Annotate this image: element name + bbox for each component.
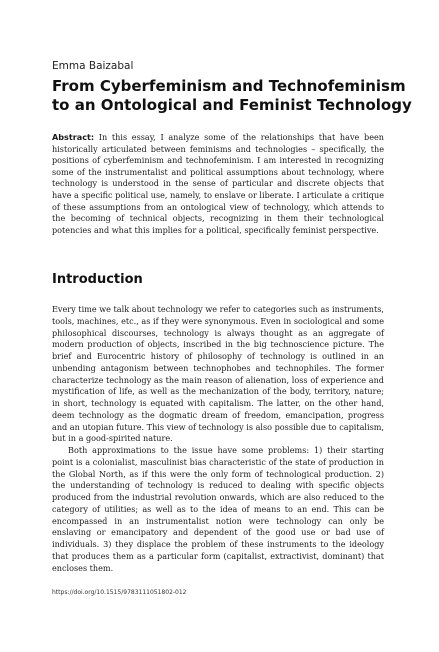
author-name: Emma Baizabal [52,60,134,72]
paragraph: Both approximations to the issue have some problems: 1) their starting point is a colonialist, masculinist bias characteristic of the state of production in the Global North, as if this were the only form of technological production. 2) the understanding of technology is reduced to dealing with specific objects produced from the industrial revolution onwards, which are also reduced to the category of utilities; as well as to the idea of means to an end. This can be encompassed in an instrumentalist notion were technology can only be enslaving or emancipatory and dependent of the good use or bad use of individuals. 3) they displace the problem of these instruments to the ideology that produces them as a particular form (capitalist, extractivist, dominant) that encloses them. [52,445,384,573]
body-text [52,304,384,574]
section-heading: Introduction [52,272,143,287]
title-line-1: From Cyberfeminism and Technofeminism [52,77,406,95]
paragraph: Every time we talk about technology we refer to categories such as instruments, tools, machines, etc., as if they were synonymous. Even in sociological and some philosophical discourses, technology is always thought as an aggregate of modern production of objects, inscribed in the big technoscience picture. The brief and Eurocentric history of philosophy of technology is outlined in an unbending antagonism between technophobes and technophiles. The former characterize technology as the main reason of alienation, loss of experience and mystification of life, as well as the mechanization of the body, territory, nature; in short, technology is equated with capitalism. The latter, on the other hand, deem technology as the dogmatic dream of freedom, emancipation, progress and an utopian future. This view of technology is also possible due to capitalism, but in a good-spirited nature. [52,304,384,444]
paper-title [52,77,412,115]
abstract-text: In this essay, I analyze some of the relationships that have been historically articulated between feminisms and technologies – specifically, the positions of cyberfeminism and technofeminism. I am interested in recognizing some of the instrumentalist and political assumptions about technology, where technology is understood in the sense of particular and discrete objects that have a specific political use, namely, to enslave or liberate. I articulate a critique of these assumptions from an ontological view of technology, which attends to the becoming of technical objects, recognizing in them their technological potencies and what this implies for a political, specifically feminist perspective. [52,132,384,235]
doi-link[interactable]: https://doi.org/10.1515/9783111051802-012 [52,589,187,596]
abstract [52,132,384,236]
abstract-label: Abstract: [52,132,95,142]
title-line-2: to an Ontological and Feminist Technology [52,96,412,114]
